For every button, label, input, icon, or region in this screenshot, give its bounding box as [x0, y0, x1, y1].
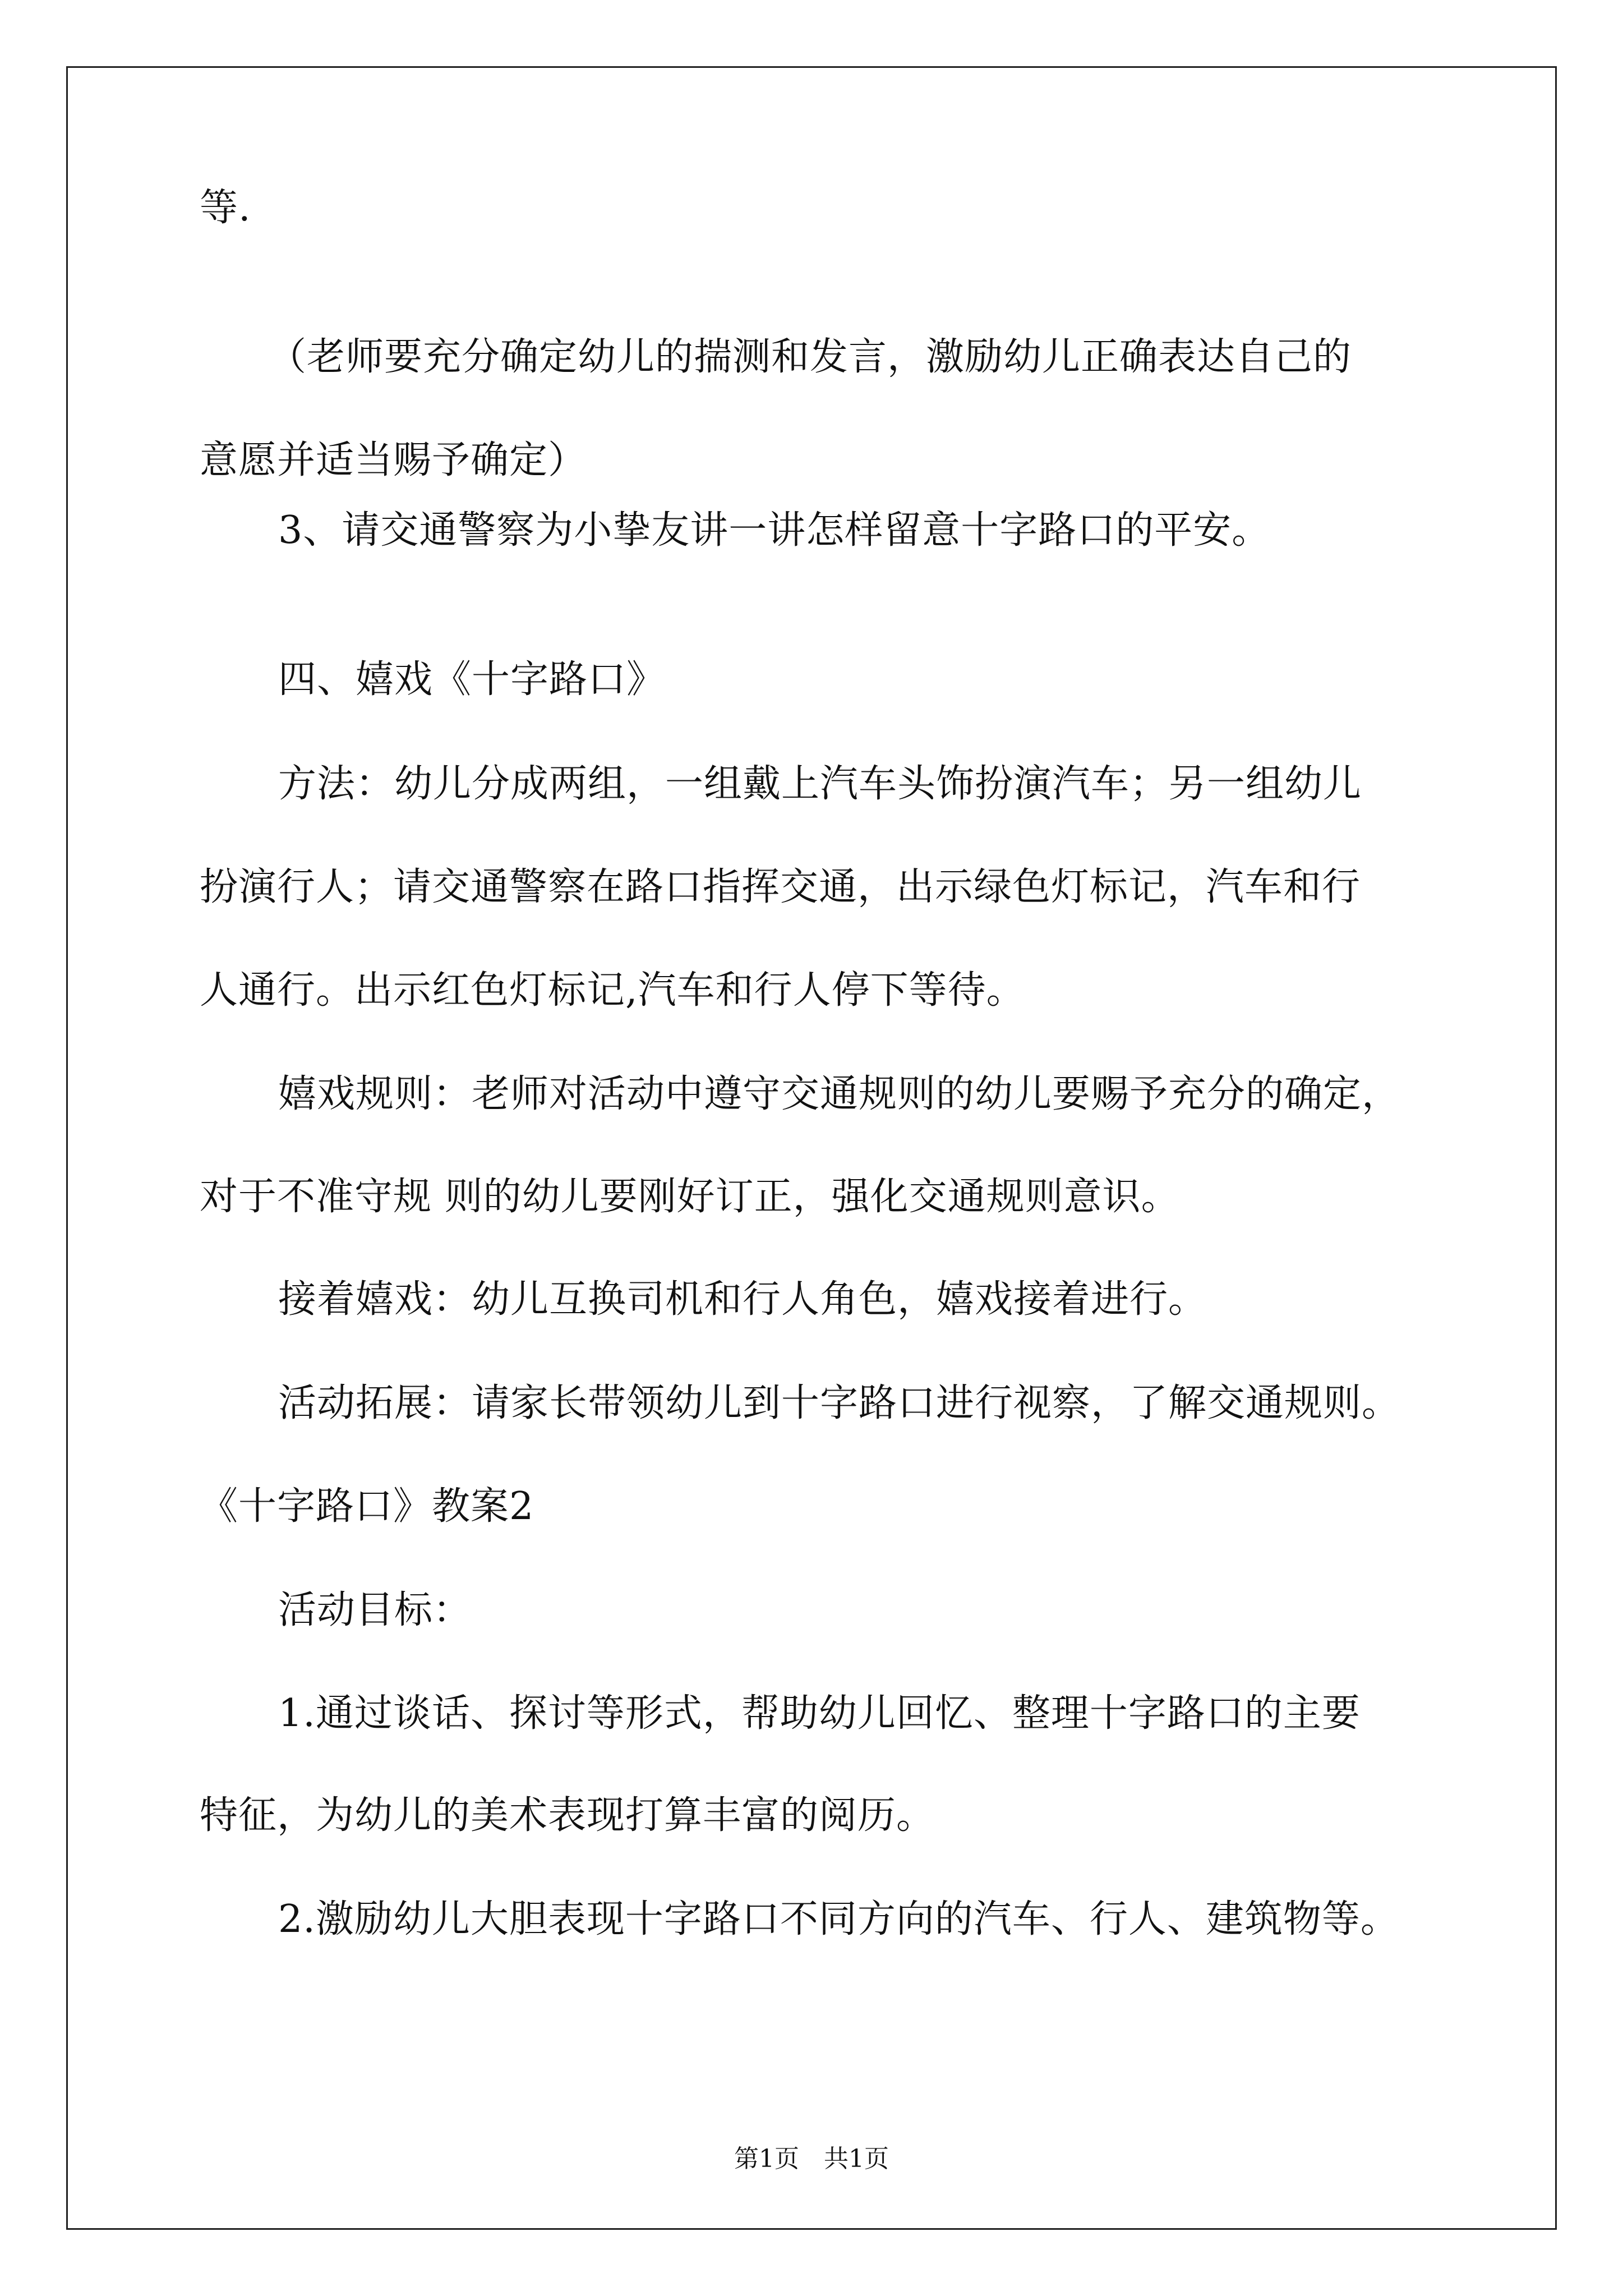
text-line-16: 特征，为幼儿的美术表现打算丰富的阅历。 [200, 1793, 935, 1838]
text-line-4: 3、请交通警察为小挚友讲一讲怎样留意十字路口的平安。 [278, 508, 1271, 553]
text-line-3: 意愿并适当赐予确定） [200, 438, 587, 482]
text-line-12: 活动拓展：请家长带领幼儿到十字路口进行视察，了解交通规则。 [278, 1381, 1401, 1425]
text-line-7: 扮演行人；请交通警察在路口指挥交通，出示绿色灯标记，汽车和行 [200, 865, 1361, 909]
text-line-1: 等. [200, 186, 251, 230]
page-number-footer: 第1页 共1页 [734, 2145, 889, 2173]
text-line-11: 接着嬉戏：幼儿互换司机和行人角色，嬉戏接着进行。 [278, 1277, 1207, 1322]
text-line-15: 1.通过谈话、探讨等形式，帮助幼儿回忆、整理十字路口的主要 [278, 1691, 1361, 1736]
text-line-6: 方法：幼儿分成两组，一组戴上汽车头饰扮演汽车；另一组幼儿 [278, 762, 1362, 806]
text-line-14: 活动目标： [278, 1588, 472, 1632]
text-line-10: 对于不准守规 则的幼儿要刚好订正，强化交通规则意识。 [200, 1175, 1180, 1219]
section-heading-game: 四、嬉戏《十字路口》 [278, 657, 666, 702]
text-line-8: 人通行。出示红色灯标记,汽车和行人停下等待。 [200, 968, 1025, 1013]
section-title-lesson-2: 《十字路口》教案2 [200, 1484, 534, 1529]
text-line-2: （老师要充分确定幼儿的揣测和发言，激励幼儿正确表达自己的 [268, 335, 1352, 379]
text-line-17: 2.激励幼儿大胆表现十字路口不同方向的汽车、行人、建筑物等。 [278, 1897, 1399, 1941]
text-line-9: 嬉戏规则：老师对活动中遵守交通规则的幼儿要赐予充分的确定， [278, 1072, 1401, 1116]
